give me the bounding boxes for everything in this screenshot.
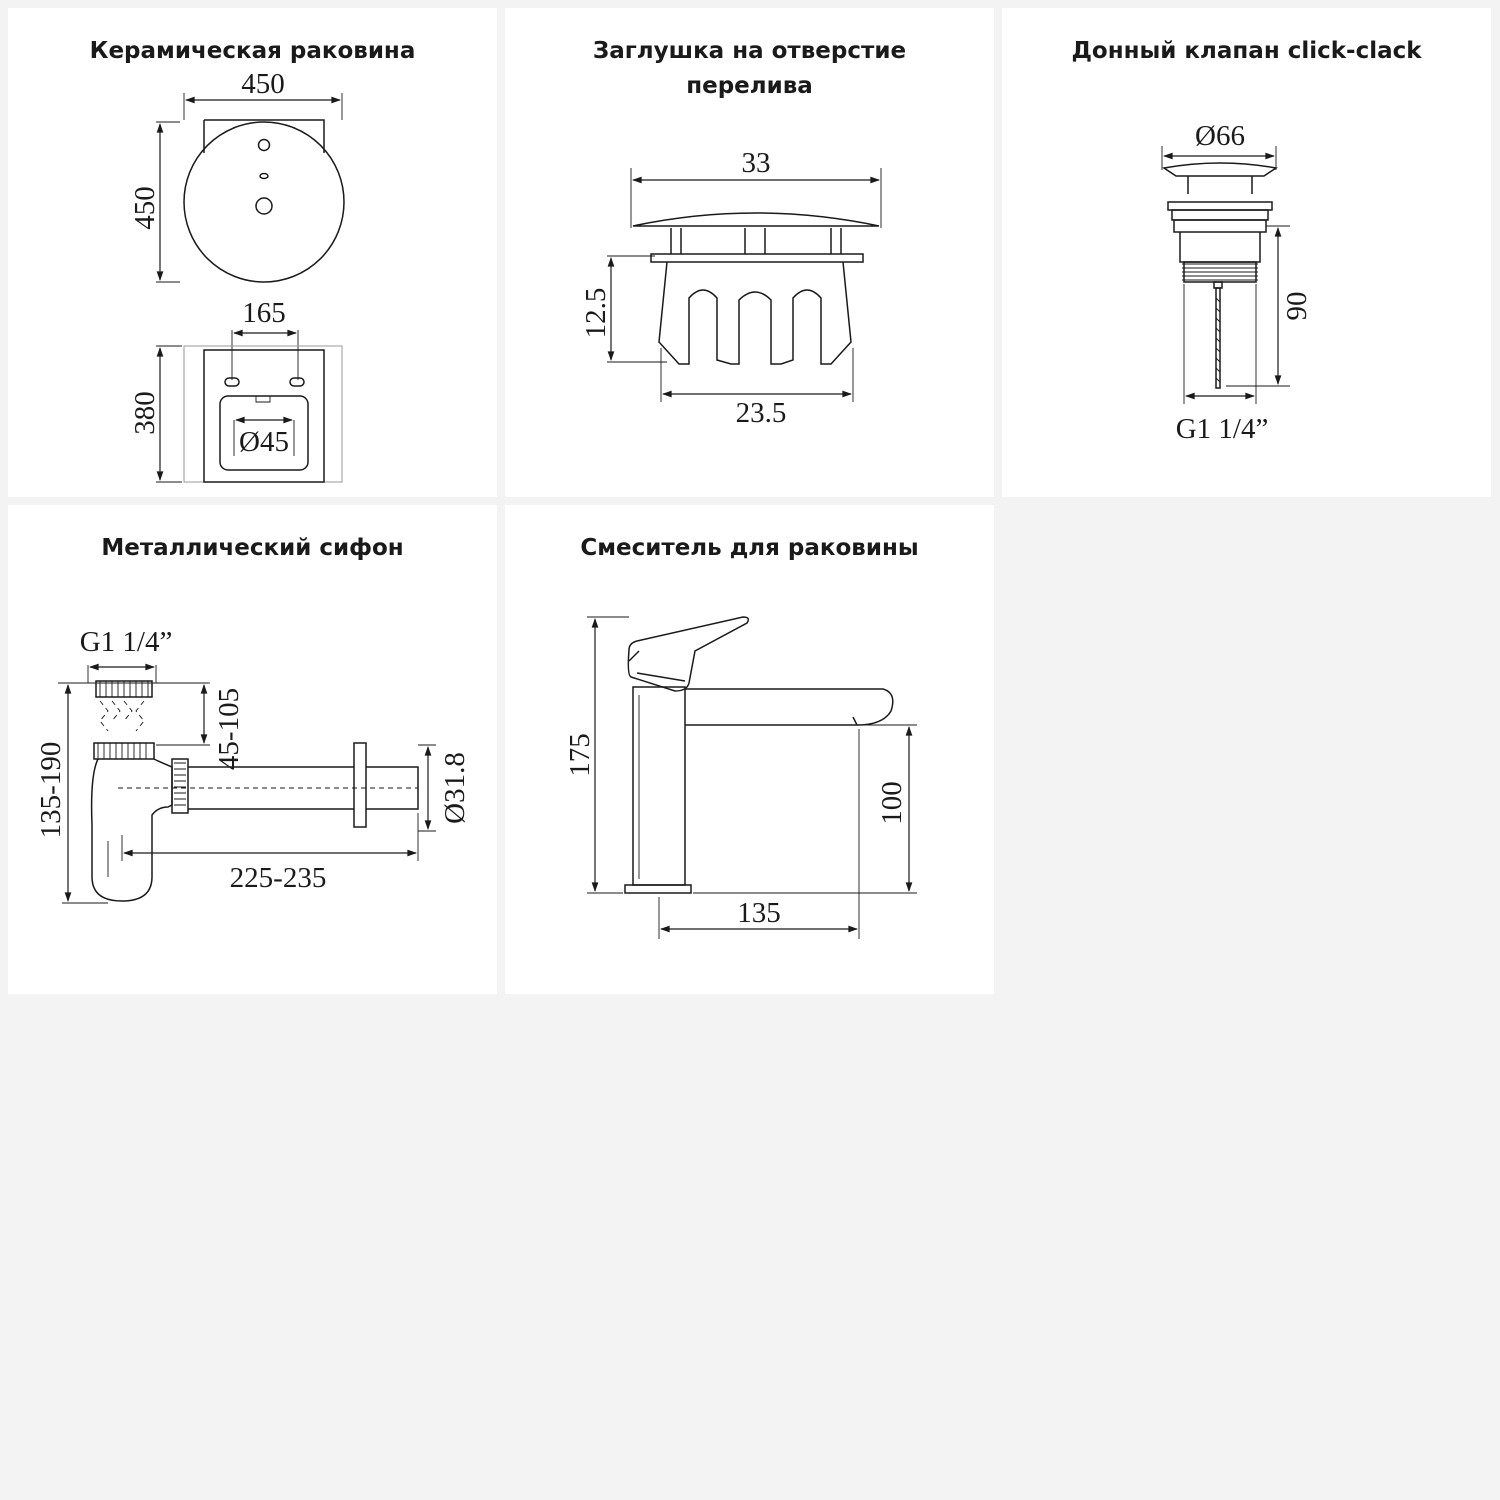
- sink-title: Керамическая раковина: [89, 38, 416, 64]
- valve-height-label: 90: [1281, 291, 1313, 321]
- metal-siphon-card: [8, 505, 497, 994]
- siphon-adjust-label: 45-105: [213, 687, 245, 771]
- siphon-pipe-label: Ø31.8: [439, 752, 471, 824]
- faucet-reach-label: 135: [737, 897, 781, 929]
- sink-drain-label: Ø45: [239, 426, 289, 458]
- sink-drawing: [8, 8, 497, 497]
- siphon-length-label: 225-235: [229, 862, 327, 894]
- faucet-card: [505, 505, 994, 994]
- faucet-spout-height-label: 100: [876, 781, 908, 825]
- cap-drawing: [505, 8, 994, 497]
- siphon-height-label: 135-190: [35, 741, 67, 839]
- cap-height-label: 12.5: [580, 287, 612, 339]
- sink-holes-spacing-label: 165: [242, 297, 286, 329]
- siphon-title: Металлический сифон: [101, 535, 404, 561]
- sink-front-view: [129, 297, 342, 482]
- sink-depth-label: 450: [129, 186, 161, 230]
- valve-title: Донный клапан click-clack: [1071, 38, 1422, 64]
- faucet-drawing: [505, 505, 994, 994]
- overflow-cap-card: [505, 8, 994, 497]
- cap-top-label: 33: [741, 147, 771, 179]
- click-clack-valve-card: [1002, 8, 1491, 497]
- valve-diameter-label: Ø66: [1195, 120, 1245, 152]
- cap-title-line2: перелива: [686, 73, 813, 99]
- cap-title-line1: Заглушка на отверстие: [592, 38, 907, 64]
- sink-height-label: 380: [129, 391, 161, 435]
- faucet-title: Смеситель для раковины: [580, 535, 919, 561]
- valve-drawing: [1002, 8, 1491, 497]
- sink-top-view: [129, 68, 344, 282]
- sink-width-label: 450: [241, 68, 285, 100]
- faucet-height-label: 175: [564, 733, 596, 777]
- cap-bottom-label: 23.5: [735, 397, 787, 429]
- siphon-thread-label: G1 1/4”: [79, 626, 173, 658]
- sink-card: [8, 8, 497, 497]
- siphon-drawing: [8, 505, 497, 994]
- valve-thread-label: G1 1/4”: [1175, 413, 1269, 445]
